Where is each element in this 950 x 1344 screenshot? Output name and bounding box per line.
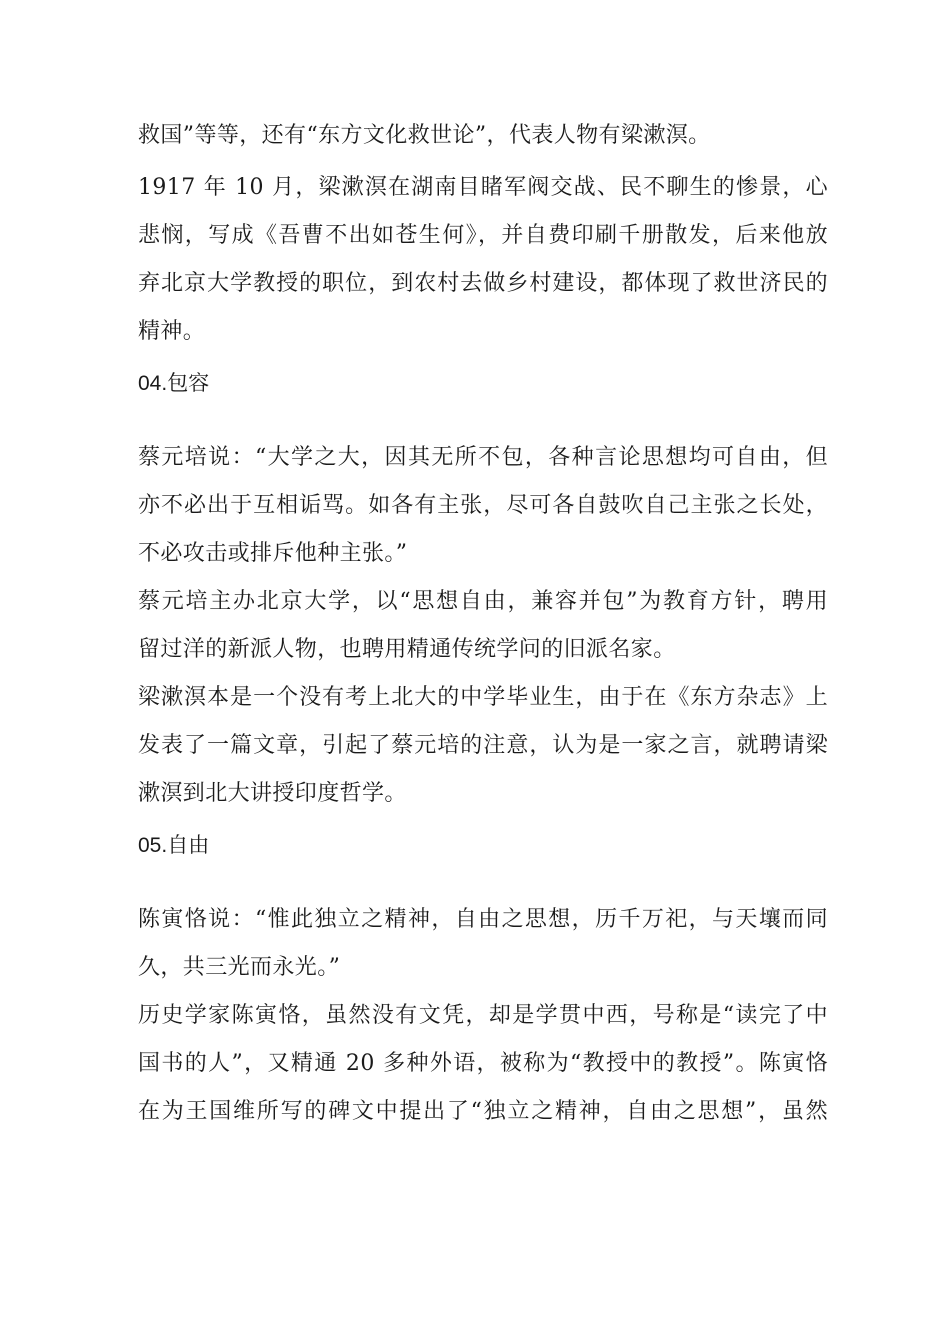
- quote-line: 蔡元培说：“大学之大，因其无所不包，各种言论思想均可自由，但: [138, 445, 828, 470]
- paragraph-line: 发表了一篇文章，引起了蔡元培的注意，认为是一家之言，就聘请梁: [138, 733, 828, 758]
- quote-line: 陈寅恪说：“惟此独立之精神，自由之思想，历千万祀，与天壤而同: [138, 907, 828, 932]
- paragraph-line: 国书的人”，又精通 20 多种外语，被称为“教授中的教授”。陈寅恪: [138, 1051, 828, 1076]
- quote-line: 亦不必出于互相诟骂。如各有主张，尽可各自鼓吹自己主张之长处，: [138, 493, 828, 518]
- quote-line: 不必攻击或排斥他种主张。”: [138, 541, 408, 566]
- paragraph-line: 在为王国维所写的碑文中提出了“独立之精神，自由之思想”，虽然: [138, 1099, 828, 1124]
- section-heading: 04.包容: [138, 372, 210, 395]
- paragraph-line: 悲悯，写成《吾曹不出如苍生何》，并自费印刷千册散发，后来他放: [138, 223, 828, 248]
- paragraph-line: 漱溟到北大讲授印度哲学。: [138, 781, 407, 806]
- paragraph-line: 救国”等等，还有“东方文化救世论”，代表人物有梁漱溟。: [138, 123, 711, 148]
- paragraph-line: 历史学家陈寅恪，虽然没有文凭，却是学贯中西，号称是“读完了中: [138, 1003, 828, 1028]
- paragraph-line: 精神。: [138, 319, 206, 344]
- paragraph-line: 蔡元培主办北京大学，以“思想自由，兼容并包”为教育方针，聘用: [138, 589, 828, 614]
- quote-line: 久，共三光而永光。”: [138, 955, 341, 980]
- paragraph-line: 弃北京大学教授的职位，到农村去做乡村建设，都体现了救世济民的: [138, 271, 828, 296]
- paragraph-line: 梁漱溟本是一个没有考上北大的中学毕业生，由于在《东方杂志》上: [138, 685, 828, 710]
- paragraph-line: 1917 年 10 月，梁漱溟在湖南目睹军阀交战、民不聊生的惨景，心: [138, 175, 828, 200]
- paragraph-line: 留过洋的新派人物，也聘用精通传统学问的旧派名家。: [138, 637, 676, 662]
- section-heading: 05.自由: [138, 834, 210, 857]
- document-page: [138, 112, 828, 1136]
